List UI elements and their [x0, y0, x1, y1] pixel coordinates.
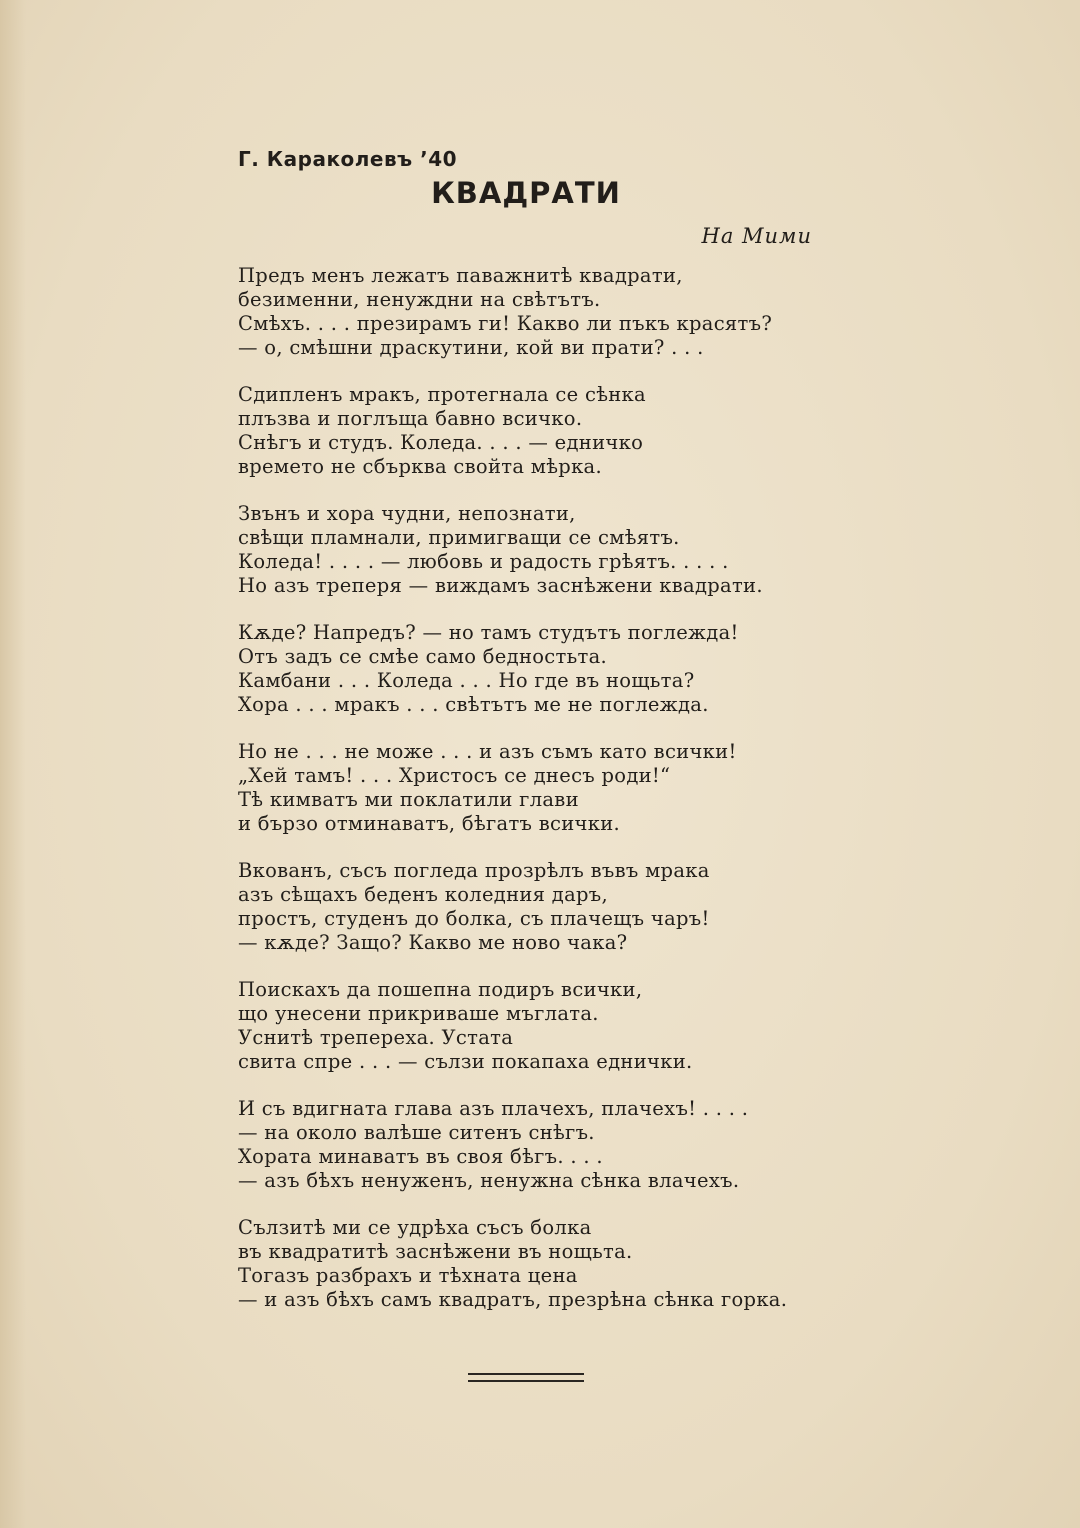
poem-line: Уснитѣ трепереха. Устата: [238, 1026, 514, 1049]
end-double-rule: [468, 1373, 584, 1382]
stanza-3: [238, 502, 828, 598]
stanza-9: [238, 1216, 828, 1312]
stanza-4: [238, 621, 828, 717]
page-edge-shadow: [0, 0, 26, 1528]
poem-line: свѣщи пламнали, примигващи се смѣятъ.: [238, 526, 680, 549]
poem-line: — и азъ бѣхъ самъ квадратъ, презрѣна сѣнка горка.: [238, 1288, 788, 1311]
poem-line: — на около валѣше ситенъ снѣгъ.: [238, 1121, 595, 1144]
stanza-7: [238, 978, 828, 1074]
poem-line: въ квадратитѣ заснѣжени въ нощьта.: [238, 1240, 633, 1263]
poem-line: простъ, студенъ до болка, съ плачещъ чаръ!: [238, 907, 710, 930]
poem-line: — о, смѣшни драскутини, кой ви прати? . . .: [238, 336, 704, 359]
poem-line: Отъ задъ се смѣе само бедностьта.: [238, 645, 608, 668]
poem-line: Смѣхъ. . . . презирамъ ги! Какво ли пъкъ красятъ?: [238, 312, 773, 335]
poem-line: Но азъ треперя — виждамъ заснѣжени квадрати.: [238, 574, 763, 597]
poem-line: Хора . . . мракъ . . . свѣтътъ ме не поглежда.: [238, 693, 709, 716]
poem-line: безименни, ненуждни на свѣтътъ.: [238, 288, 601, 311]
stanza-1: [238, 264, 828, 360]
poem-line: „Хей тамъ! . . . Христосъ се днесъ роди!“: [238, 764, 671, 787]
poem-line: Но не . . . не може . . . и азъ съмъ като всички!: [238, 740, 737, 763]
stanza-6: [238, 859, 828, 955]
poem-line: Кѫде? Напредъ? — но тамъ студътъ поглежда!: [238, 621, 739, 644]
poem-line: Тогазъ разбрахъ и тѣхната цена: [238, 1264, 578, 1287]
poem-line: Хората минаватъ въ своя бѣгъ. . . .: [238, 1145, 603, 1168]
poem-line: плъзва и поглъща бавно всичко.: [238, 407, 583, 430]
poem-line: свита спре . . . — сълзи покапаха еднички.: [238, 1050, 693, 1073]
poem-line: Звънъ и хора чудни, непознати,: [238, 502, 576, 525]
poem-body: [238, 264, 828, 1335]
author-line: Г. Караколевъ ’40: [238, 147, 458, 171]
poem-line: Предъ менъ лежатъ паважнитѣ квадрати,: [238, 264, 683, 287]
poem-line: времето не сбърква свойта мѣрка.: [238, 455, 602, 478]
poem-line: що унесени прикриваше мъглата.: [238, 1002, 599, 1025]
dedication: На Мими: [701, 224, 812, 248]
poem-line: Сдипленъ мракъ, протегнала се сѣнка: [238, 383, 646, 406]
poem-line: — кѫде? Защо? Какво ме ново чака?: [238, 931, 628, 954]
poem-line: Поискахъ да пошепна подиръ всички,: [238, 978, 643, 1001]
poem-line: — азъ бѣхъ ненуженъ, ненужна сѣнка влачехъ.: [238, 1169, 740, 1192]
poem-line: Сълзитѣ ми се удрѣха съсъ болка: [238, 1216, 592, 1239]
stanza-8: [238, 1097, 828, 1193]
poem-title: КВАДРАТИ: [431, 176, 621, 210]
poem-line: Камбани . . . Коледа . . . Но где въ нощьта?: [238, 669, 695, 692]
poem-line: и бързо отминаватъ, бѣгатъ всички.: [238, 812, 621, 835]
poem-line: Снѣгъ и студъ. Коледа. . . . — едничко: [238, 431, 644, 454]
poem-line: И съ вдигната глава азъ плачехъ, плачехъ! . . . .: [238, 1097, 749, 1120]
poem-line: Коледа! . . . . — любовь и радость грѣятъ. . . . .: [238, 550, 729, 573]
poem-line: азъ сѣщахъ беденъ коледния даръ,: [238, 883, 609, 906]
poem-line: Вкованъ, съсъ погледа прозрѣлъ въвъ мрака: [238, 859, 710, 882]
stanza-5: [238, 740, 828, 836]
poem-line: Тѣ кимватъ ми поклатили глави: [238, 788, 579, 811]
stanza-2: [238, 383, 828, 479]
